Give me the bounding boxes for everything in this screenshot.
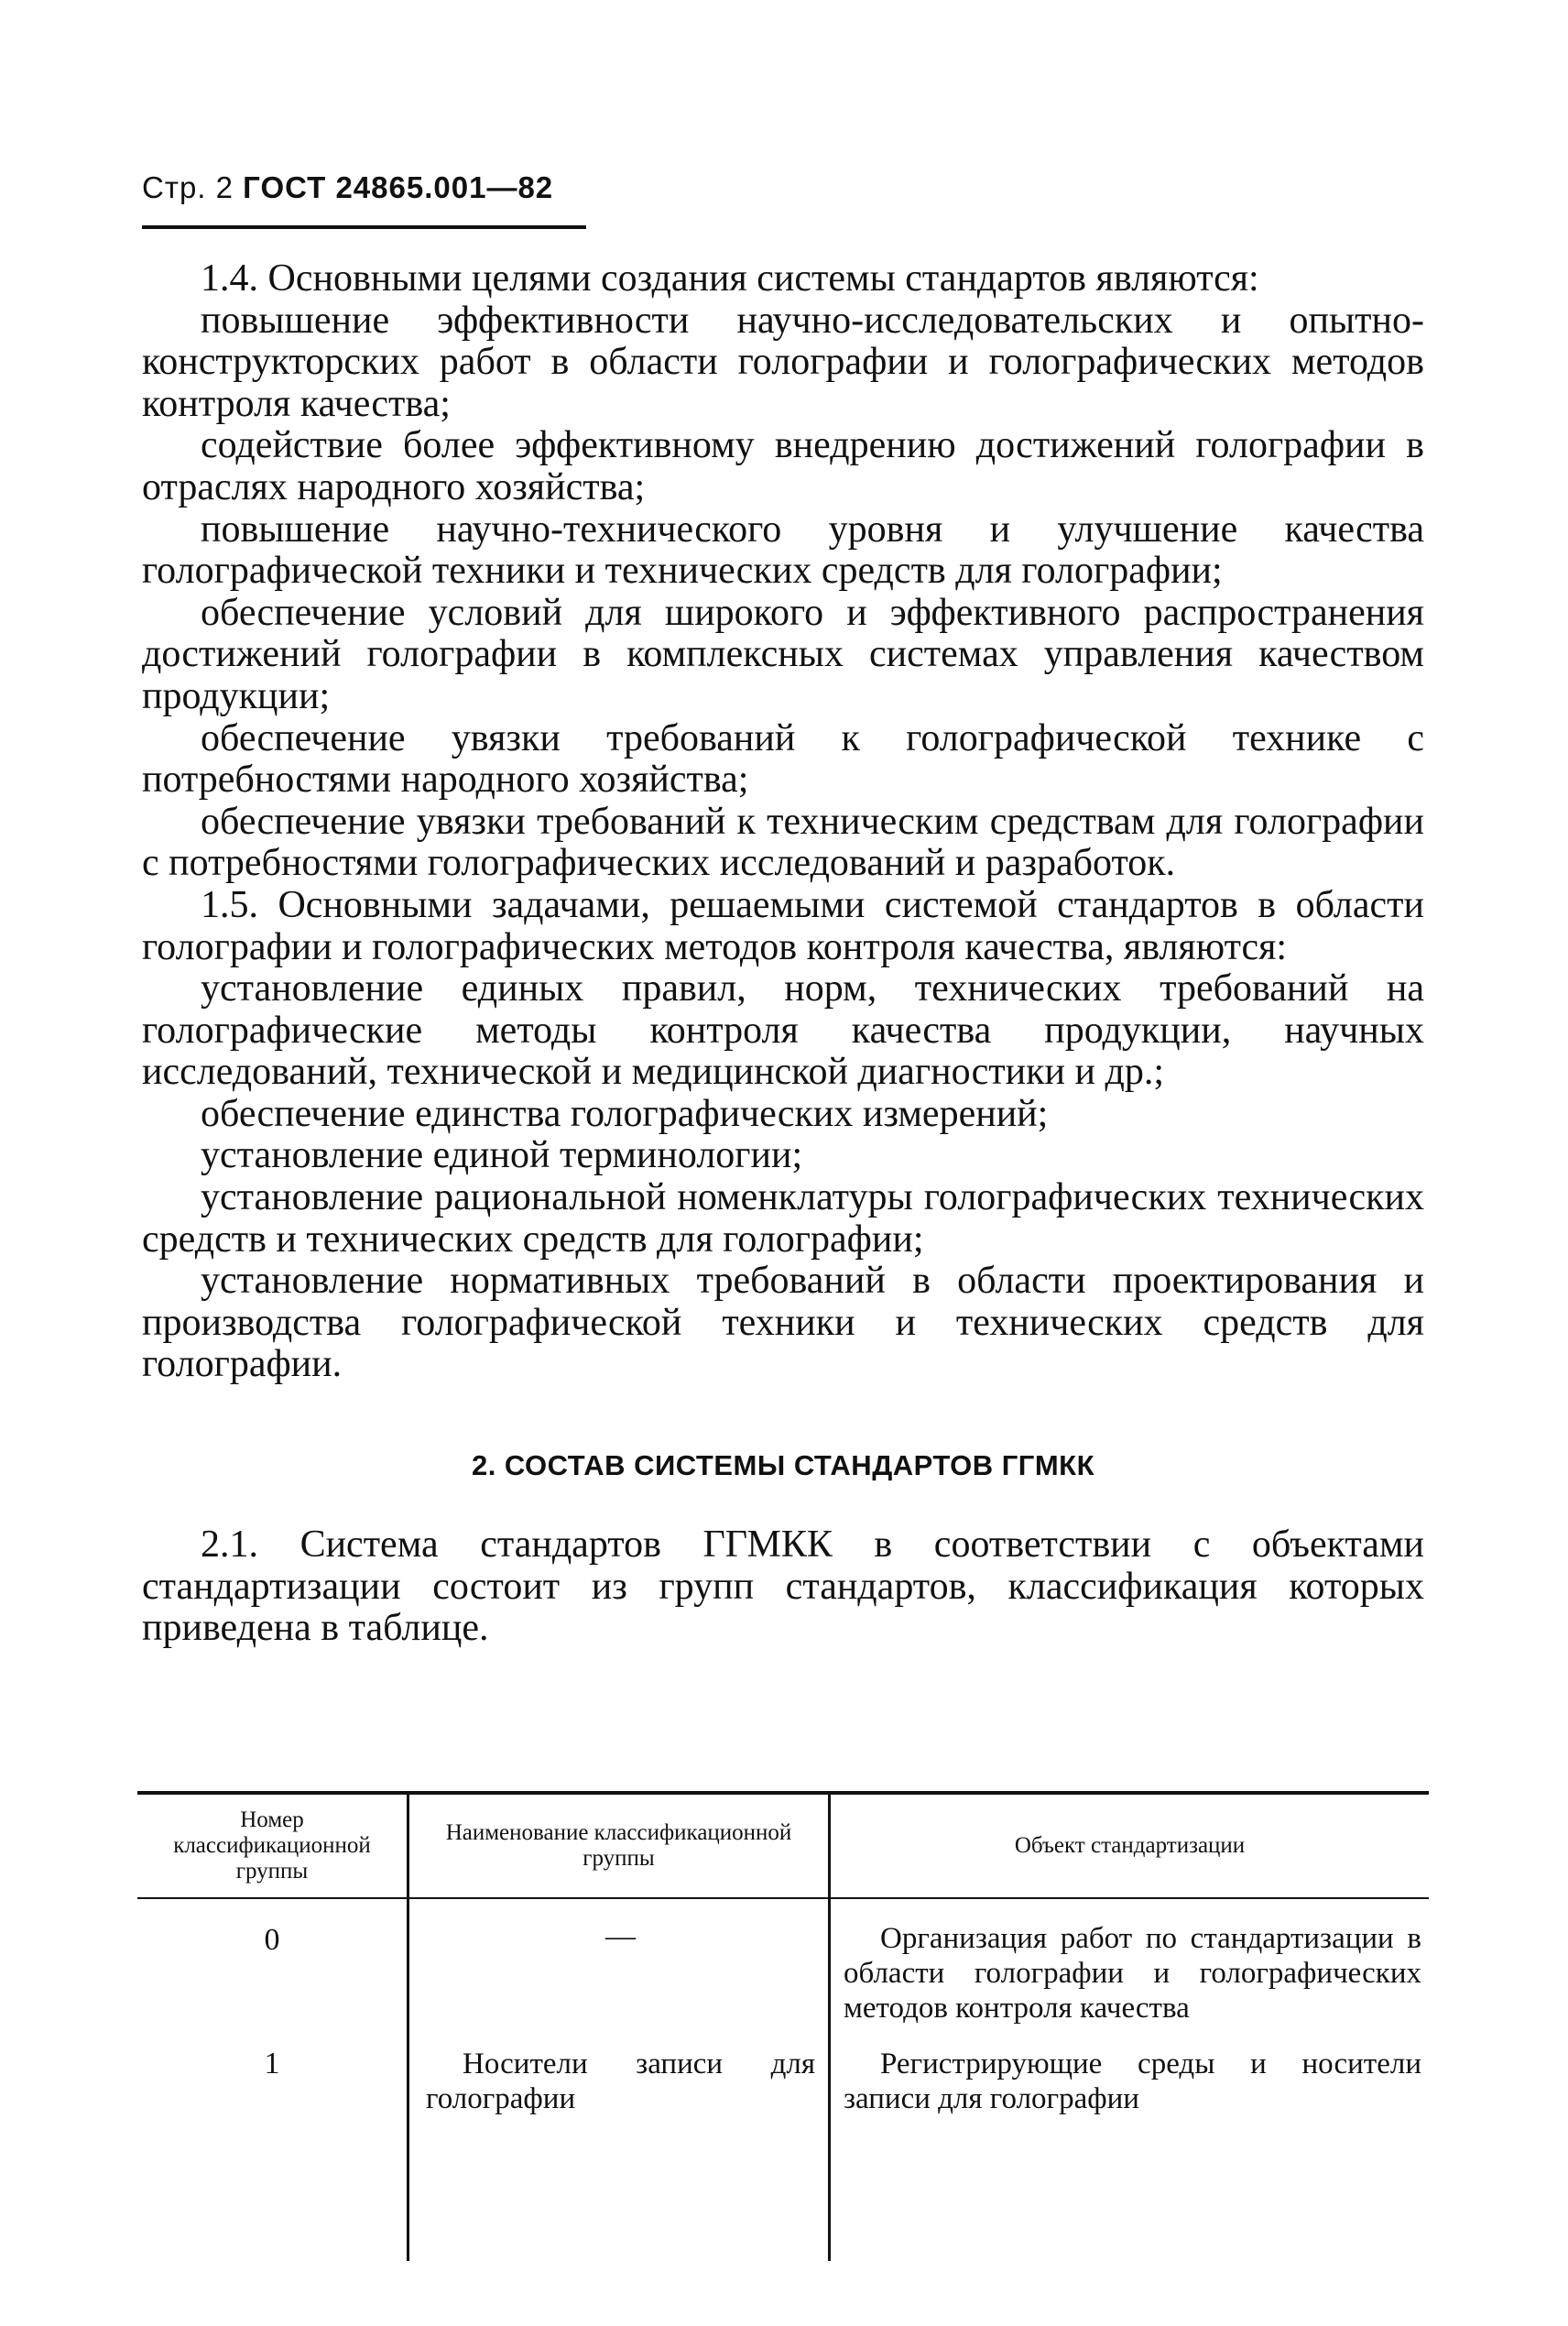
paragraph: 2.1. Система стандартов ГГМКК в соответствии с объектами стандартизации состоит из групп стандартов, классификация которых приведена в таблице. [142,1523,1424,1650]
paragraph: содействие более эффективному внедрению достижений голографии в отраслях народного хозяйства; [142,424,1424,508]
table-cell: 0 [264,1923,280,1957]
paragraph: установление единых правил, норм, технических требований на голографические методы контроля качества продукции, научных исследований, технической и медицинской диагностики и др.; [142,967,1424,1094]
paragraph: обеспечение увязки требований к голографической технике с потребностями народного хозяйства; [142,716,1424,802]
paragraph: обеспечение единства голографических измерений; [201,1092,1049,1135]
paragraph: повышение научно-технического уровня и улучшение качества голографической техники и технических средств для голографии; [142,508,1424,593]
section-heading: 2. СОСТАВ СИСТЕМЫ СТАНДАРТОВ ГГМКК [471,1449,1095,1482]
table-cell: — [605,1920,636,1953]
table-cell: Регистрирующие среды и носители записи для голографии [844,2048,1421,2115]
table-header [137,1791,1429,1899]
number-column [137,1899,407,2261]
table-cell: Носители записи для голографии [426,2048,815,2115]
object-column [828,1899,1429,2261]
column-header-name: Наименование классификационной группы [407,1795,828,1897]
classification-table [137,1791,1429,2261]
paragraph: установление рациональной номенклатуры голографических технических средств и технических средств для голографии; [142,1176,1424,1261]
standard-number: ГОСТ 24865.001—82 [243,170,554,204]
paragraph: установление нормативных требований в области проектирования и производства голографической техники и технических средств для голографии. [142,1260,1424,1386]
column-header-number: Номер классификационной группы [173,1807,371,1884]
document-body [142,258,1424,1650]
paragraph: обеспечение увязки требований к техническим средствам для голографии с потребностями голографических исследований и разработок. [142,800,1424,885]
name-column [407,1899,828,2261]
page-header [142,170,586,229]
column-header-object: Объект стандартизации [828,1795,1429,1897]
table-body [137,1899,1429,2261]
paragraph: 1.4. Основными целями создания системы стандартов являются: [201,257,1259,300]
table-cell: 1 [264,2047,280,2080]
table-cell: Организация работ по стандартизации в области голографии и голографических методов контроля качества [844,1922,1421,2025]
paragraph: установление единой терминологии; [201,1134,803,1177]
paragraph: обеспечение условий для широкого и эффективного распространения достижений голографии в комплексных системах управления качеством продукции; [142,591,1424,717]
paragraph: повышение эффективности научно-исследовательских и опытно-конструкторских работ в области голографии и голографических методов контроля качества; [142,299,1424,425]
page-label: Стр. 2 [142,170,234,204]
paragraph: 1.5. Основными задачами, решаемыми системой стандартов в области голографии и голографических методов контроля качества, являются: [142,883,1424,968]
